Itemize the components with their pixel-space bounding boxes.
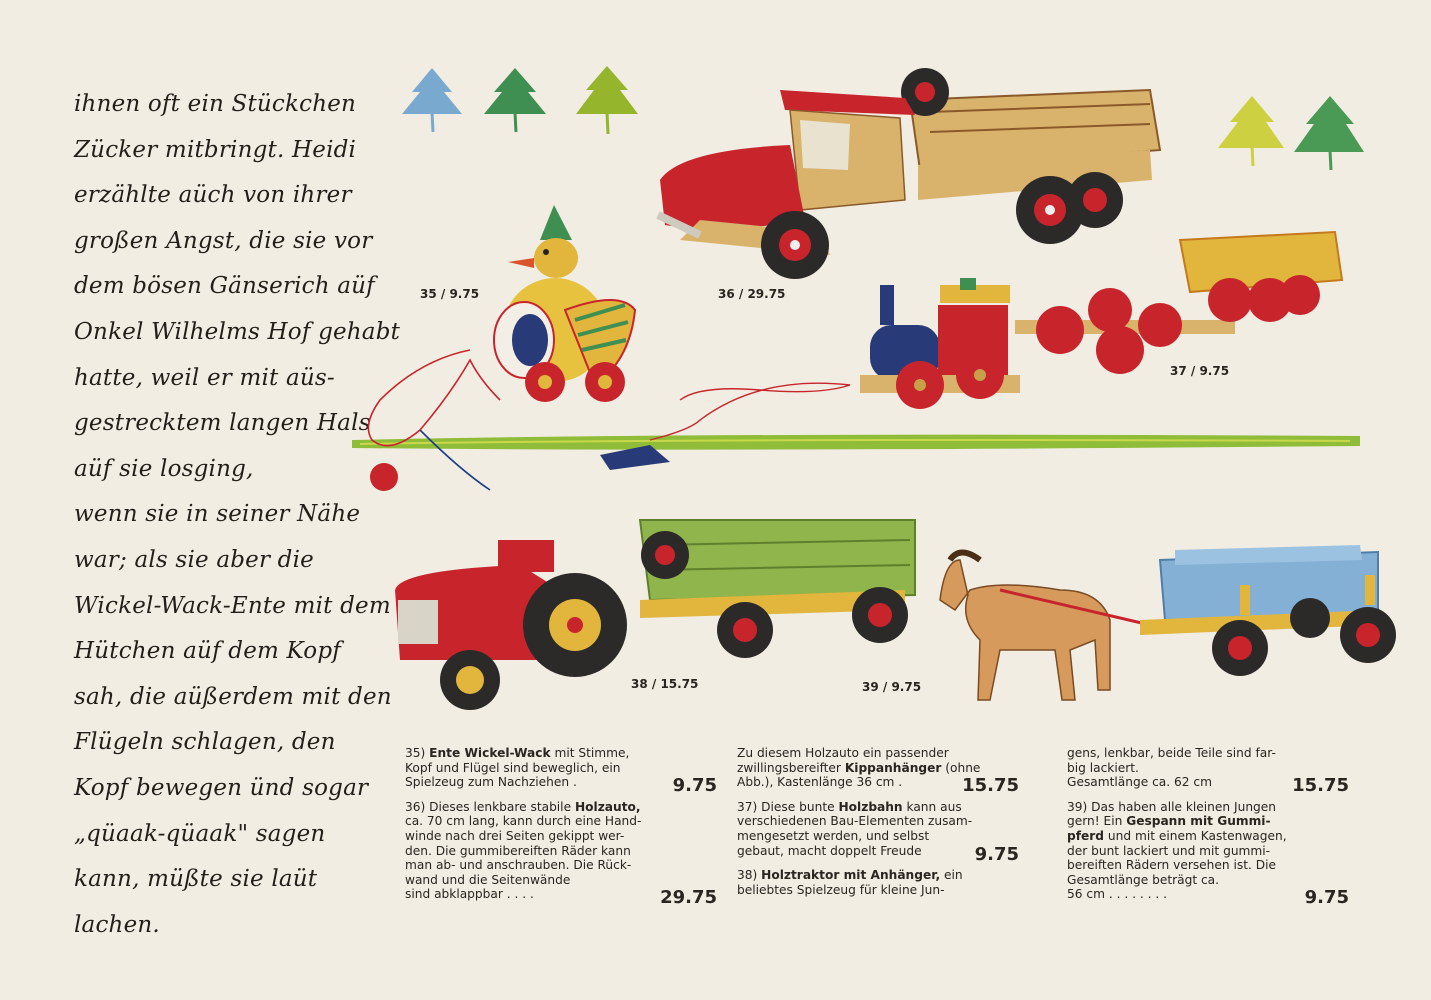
description-text: den. Die gummibereiften Räder kann <box>405 843 631 858</box>
item-36-trailer-description <box>737 746 1019 797</box>
tree-icon <box>484 68 546 132</box>
description-text: ca. 70 cm lang, kann durch eine Hand- <box>405 814 642 829</box>
description-text: Diese bunte <box>761 799 835 814</box>
story-line: hatte, weil er mit aüs- <box>74 364 335 391</box>
product-name: Gespann mit Gummi- <box>1126 814 1271 829</box>
description-text: der bunt lackiert und mit gummi- <box>1067 843 1271 858</box>
product-name: pferd <box>1067 828 1105 843</box>
description-text: Zu diesem Holzauto ein passender <box>737 746 949 760</box>
description-text: zwillingsbereifter <box>737 760 841 775</box>
description-text: gens, lenkbar, beide Teile sind far- <box>1067 746 1276 760</box>
item-number: 37) <box>737 799 758 814</box>
description-text: mengesetzt werden, und selbst <box>737 828 930 843</box>
story-line: sah, die aüßerdem mit den <box>74 683 392 710</box>
tree-icon <box>1294 96 1364 170</box>
story-line: dem bösen Gänserich aüf <box>74 273 375 300</box>
description-text: winde nach drei Seiten gekippt wer- <box>405 828 625 843</box>
description-text: beliebtes Spielzeug für kleine Jun- <box>737 882 945 897</box>
price: 29.75 <box>660 887 717 909</box>
item-number: 38) <box>737 868 758 883</box>
price: 9.75 <box>672 775 717 797</box>
description-column-3 <box>1067 746 1349 912</box>
label-item-39: 39 / 9.75 <box>862 680 922 694</box>
story-line: kann, müßte sie laüt <box>74 866 318 893</box>
item-35-description <box>405 746 717 797</box>
description-text: Gesamtlänge ca. 62 cm <box>1067 775 1212 790</box>
train-toy <box>600 232 1342 470</box>
tree-icon <box>402 68 462 132</box>
description-column-1 <box>405 746 717 912</box>
label-item-38: 38 / 15.75 <box>631 677 699 691</box>
story-line: Wickel-Wack-Ente mit dem <box>74 592 391 619</box>
item-38-continued <box>1067 746 1349 797</box>
item-37-description <box>737 799 1019 865</box>
item-number: 36) <box>405 799 426 814</box>
description-text: gern! Ein <box>1067 814 1123 829</box>
tree-icon <box>576 66 638 134</box>
description-text: gebaut, macht doppelt Freude <box>737 843 922 858</box>
story-line: gestrecktem langen Hals <box>74 410 371 437</box>
story-line: war; als sie aber die <box>74 546 314 573</box>
horse-wagon-toy <box>940 545 1396 700</box>
price: 9.75 <box>974 843 1019 865</box>
description-text: und mit einem Kastenwagen, <box>1107 828 1287 843</box>
item-number: 35) <box>405 746 426 760</box>
truck-toy <box>658 68 1160 279</box>
item-36-description <box>405 799 717 909</box>
story-line: Zücker mitbringt. Heidi <box>74 136 357 163</box>
description-text: big lackiert. <box>1067 760 1139 775</box>
description-text: ein <box>943 868 963 883</box>
story-line: Hütchen aüf dem Kopf <box>74 638 341 665</box>
description-text: Das haben alle kleinen Jungen <box>1091 799 1277 814</box>
item-38-description <box>737 868 1019 897</box>
story-line: „qüaak-qüaak" sagen <box>74 820 326 847</box>
price: 15.75 <box>962 775 1019 797</box>
description-text: (ohne <box>945 760 981 775</box>
description-text: 56 cm . . . . . . . . <box>1067 887 1167 902</box>
tree-icon <box>1218 96 1284 166</box>
story-line: aüf sie losging, <box>74 455 254 482</box>
description-text: man ab- und anschrauben. Die Rück- <box>405 858 632 873</box>
description-text: kann aus <box>906 799 962 814</box>
product-name: Kippanhänger <box>844 760 942 775</box>
product-name: Holztraktor mit Anhänger, <box>761 868 941 883</box>
description-text: Spielzeug zum Nachziehen . <box>405 775 577 790</box>
story-line: großen Angst, die sie vor <box>74 227 373 254</box>
description-text: sind abklappbar . . . . <box>405 887 534 902</box>
description-text: bereiften Rädern versehen ist. Die <box>1067 858 1277 873</box>
description-text: verschiedenen Bau-Elementen zusam- <box>737 814 973 829</box>
price: 9.75 <box>1304 887 1349 909</box>
story-line: wenn sie in seiner Nähe <box>74 501 361 528</box>
description-text: wand und die Seitenwände <box>405 872 571 887</box>
story-line: Onkel Wilhelms Hof gehabt <box>74 318 401 345</box>
story-line: lachen. <box>74 911 160 938</box>
item-39-description <box>1067 799 1349 909</box>
description-text: Abb.), Kastenlänge 36 cm . <box>737 775 903 790</box>
product-name: Holzauto, <box>574 799 641 814</box>
story-line: Flügeln schlagen, den <box>74 729 336 756</box>
description-text: Gesamtlänge beträgt ca. <box>1067 872 1220 887</box>
product-name: Ente Wickel-Wack <box>429 746 551 760</box>
label-item-35: 35 / 9.75 <box>420 287 480 301</box>
label-item-36: 36 / 29.75 <box>718 287 786 301</box>
item-number: 39) <box>1067 799 1088 814</box>
description-text: Kopf und Flügel sind beweglich, ein <box>405 760 621 775</box>
product-name: Holzbahn <box>838 799 903 814</box>
price: 15.75 <box>1292 775 1349 797</box>
description-column-2 <box>737 746 1019 907</box>
story-line: ihnen oft ein Stückchen <box>74 91 357 117</box>
description-text: Dieses lenkbare stabile <box>429 799 572 814</box>
story-line: erzählte aüch von ihrer <box>74 182 352 209</box>
label-item-37: 37 / 9.75 <box>1170 364 1230 378</box>
story-line: Kopf bewegen ünd sogar <box>74 774 369 801</box>
description-text: mit Stimme, <box>554 746 630 760</box>
